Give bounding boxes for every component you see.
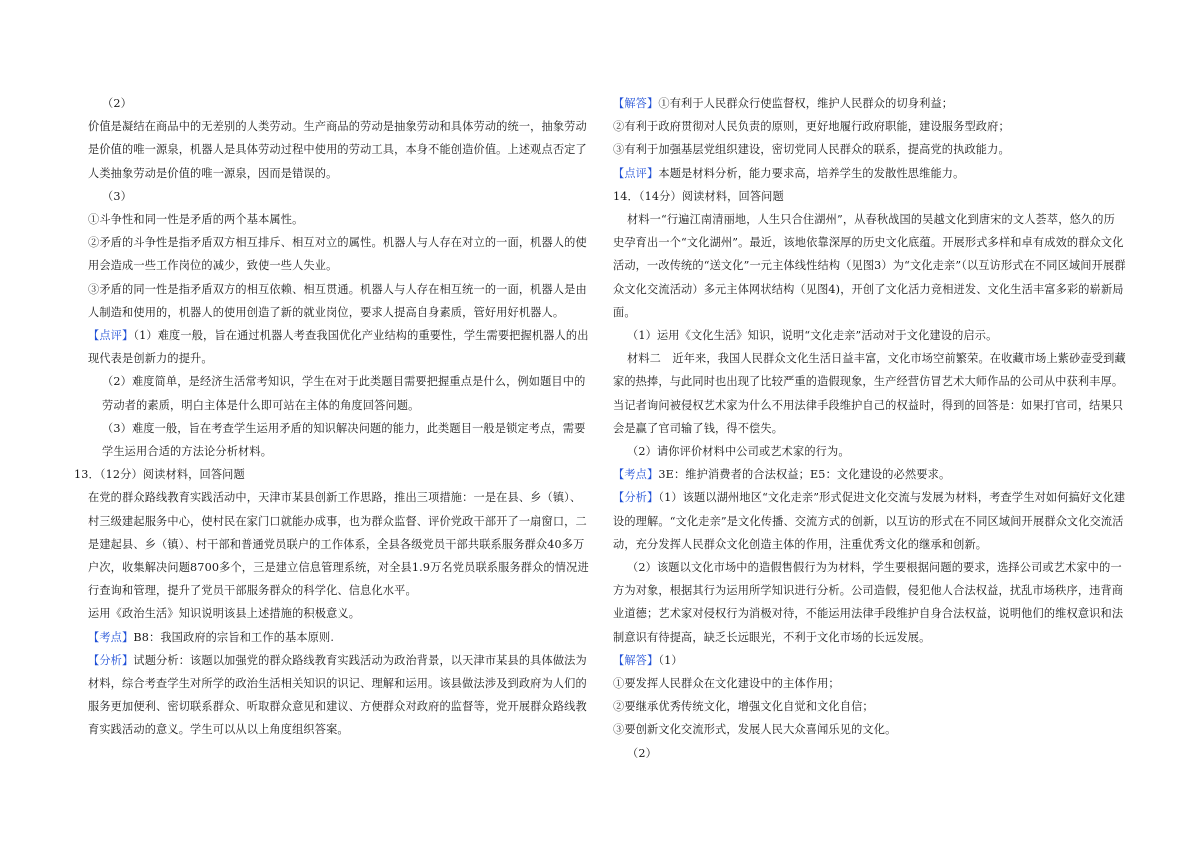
q13-comment-text: 本题是材料分析，能力要求高，培养学生的发散性思维能力。 [658,166,965,180]
q13-answer-2: ②有利于政府贯彻对人民负责的原则，更好地履行政府职能，建设服务型政府； [613,120,1010,134]
q12-part3-point3: ③矛盾的同一性是指矛盾双方的相互依赖、相互贯通。机器人与人存在相互统一的一面，机器人是由人制造和使用的，机器人的使用创造了新的就业岗位，要求人提高自身素质，管好用好机器人。 [88,282,587,319]
q13-analysis [88,649,590,742]
analysis-tag: 【分析】 [613,491,659,505]
q14-answer-3: ③要创新文化交流形式，发展人民大众喜闻乐见的文化。 [613,723,897,737]
q13-answer-1 [613,92,1126,115]
q13-kaodian [88,626,590,649]
q12-part2-text: 价值是凝结在商品中的无差别的人类劳动。生产商品的劳动是抽象劳动和具体劳动的统一，抽象劳动是价值的唯一源泉，机器人是具体劳动过程中使用的劳动工具，本身不能创造价值。上述观点否定了人类抽象劳动是价值的唯一源泉，因而是错误的。 [88,120,587,180]
q14-analysis-1-text: （1）该题以湖州地区“文化走亲”形式促进文化交流与发展为材料，考查学生对如何搞好文化建设的理解。“文化走亲”是文化传播、交流方式的创新，以互访的形式在不同区域间开展群众文化交流活动，充分发挥人民群众文化创造主体的作用，注重优秀文化的继承和创新。 [613,491,1126,551]
q12-part3-label: （3） [102,189,132,203]
left-column [74,92,590,742]
q12-comment-3: （3）难度一般，旨在考查学生运用矛盾的知识解决问题的能力，此类题目一般是锁定考点，需要学生运用合适的方法论分析材料。 [102,421,586,459]
q13-material: 在党的群众路线教育实践活动中，天津市某县创新工作思路，推出三项措施：一是在县、乡（镇）、村三级建起服务中心，使村民在家门口就能办成事，也为群众监督、评价党政干部开了一扇窗口，二是建起县、乡（镇）、村干部和普通党员联户的工作体系，全县各级党员干部共联系服务群众40多万户次，收集解决问题8700多个，三是建立信息管理系统，对全县1.9万名党员联系服务群众的情况进行查询和管理，提升了党员干部服务群众的科学化、信息化水平。 [88,491,589,598]
q14-answer-label-text: （1） [658,653,683,667]
comment-tag: 【点评】 [88,329,134,343]
answer-tag: 【解答】 [613,97,659,110]
q14-material1: 材料一“行遍江南清丽地，人生只合住湖州”，从春秋战国的吴越文化到唐宋的文人荟萃，悠久的历史孕育出一个“文化湖州”。最近，该地依靠深厚的历史文化底蕴。开展形式多样和卓有成效的群众文化活动，一改传统的“送文化”一元主体线性结构（见图3）为“文化走亲”（以互访形式在不同区域间开展群众文化交流活动）多元主体网状结构（见图4)，开创了文化活力竞相迸发、文化生活丰富多彩的崭新局面。 [613,213,1126,319]
q13-answer-3: ③有利于加强基层党组织建设，密切党同人民群众的联系，提高党的执政能力。 [613,143,1010,157]
q14-answer-label [613,649,1126,672]
analysis-tag: 【分析】 [88,653,134,667]
q12-part3-point2: ②矛盾的斗争性是指矛盾双方相互排斥、相互对立的属性。机器人与人存在对立的一面，机器人的使用会造成一些工作岗位的减少，致使一些人失业。 [88,236,587,273]
q13-question: 运用《政治生活》知识说明该县上述措施的积极意义。 [88,607,361,621]
q14-answer-label2: （2） [627,746,657,760]
q12-comment-1 [88,324,590,370]
q14-material2: 材料二 近年来，我国人民群众文化生活日益丰富，文化市场空前繁荣。在收藏市场上紫砂壶受到藏家的热捧，与此同时也出现了比较严重的造假现象，生产经营仿冒艺术大师作品的公司从中获利丰厚。当记者询问被侵权艺术家为什么不用法律手段维护自己的权益时，得到的回答是：如果打官司，结果只会是赢了官司输了钱，得不偿失。 [613,352,1126,435]
right-column [613,92,1126,765]
q12-part2-label: （2） [102,97,132,110]
q14-question2: （2）请你评价材料中公司或艺术家的行为。 [627,445,850,459]
q12-comment-1-text: （1）难度一般，旨在通过机器人考查我国优化产业结构的重要性，学生需要把握机器人的出现代表是创新力的提升。 [88,329,589,366]
comment-tag: 【点评】 [613,166,659,180]
q14-analysis-1 [613,486,1126,556]
q14-kaodian [613,463,1126,486]
q13-answer-1-text: ①有利于人民群众行使监督权，维护人民群众的切身利益； [658,97,954,110]
answer-tag: 【解答】 [613,653,659,667]
q13-kaodian-text: B8：我国政府的宗旨和工作的基本原则. [133,630,335,644]
q14-answer-1: ①要发挥人民群众在文化建设中的主体作用； [613,677,840,691]
q12-part3-point1: ①斗争性和同一性是矛盾的两个基本属性。 [88,213,304,227]
q12-comment-2: （2）难度简单，是经济生活常考知识，学生在对于此类题目需要把握重点是什么，例如题目中的劳动者的素质，明白主体是什么即可站在主体的角度回答问题。 [102,375,586,412]
q14-kaodian-text: 3E：维护消费者的合法权益；E5：文化建设的必然要求。 [658,468,951,482]
q14-header: 14．（14分）阅读材料，回答问题 [613,189,784,203]
q13-header: 13．（12分）阅读材料，回答问题 [74,468,245,482]
kaodian-tag: 【考点】 [613,468,659,482]
q14-answer-2: ②要继承优秀传统文化，增强文化自觉和文化自信； [613,700,874,714]
q14-question1: （1）运用《文化生活》知识，说明“文化走亲”活动对于文化建设的启示。 [627,329,998,343]
q13-analysis-text: 试题分析：该题以加强党的群众路线教育实践活动为政治背景，以天津市某县的具体做法为材料，综合考查学生对所学的政治生活相关知识的识记、理解和运用。该县做法涉及到政府为人们的服务更加便利、密切联系群众、听取群众意见和建议、方便群众对政府的监督等，党开展群众路线教育实践活动的意义。学生可以从以上角度组织答案。 [88,653,587,737]
q13-comment [613,162,1126,185]
kaodian-tag: 【考点】 [88,630,134,644]
q14-analysis-2: （2）该题以文化市场中的造假售假行为为材料，学生要根据问题的要求，选择公司或艺术家中的一方为对象，根据其行为运用所学知识进行分析。公司造假，侵犯他人合法权益，扰乱市场秩序，违背商业道德；艺术家对侵权行为消极对待，不能运用法律手段维护自身合法权益，说明他们的维权意识和法制意识有待提高，缺乏长远眼光，不利于文化市场的长远发展。 [613,561,1124,644]
